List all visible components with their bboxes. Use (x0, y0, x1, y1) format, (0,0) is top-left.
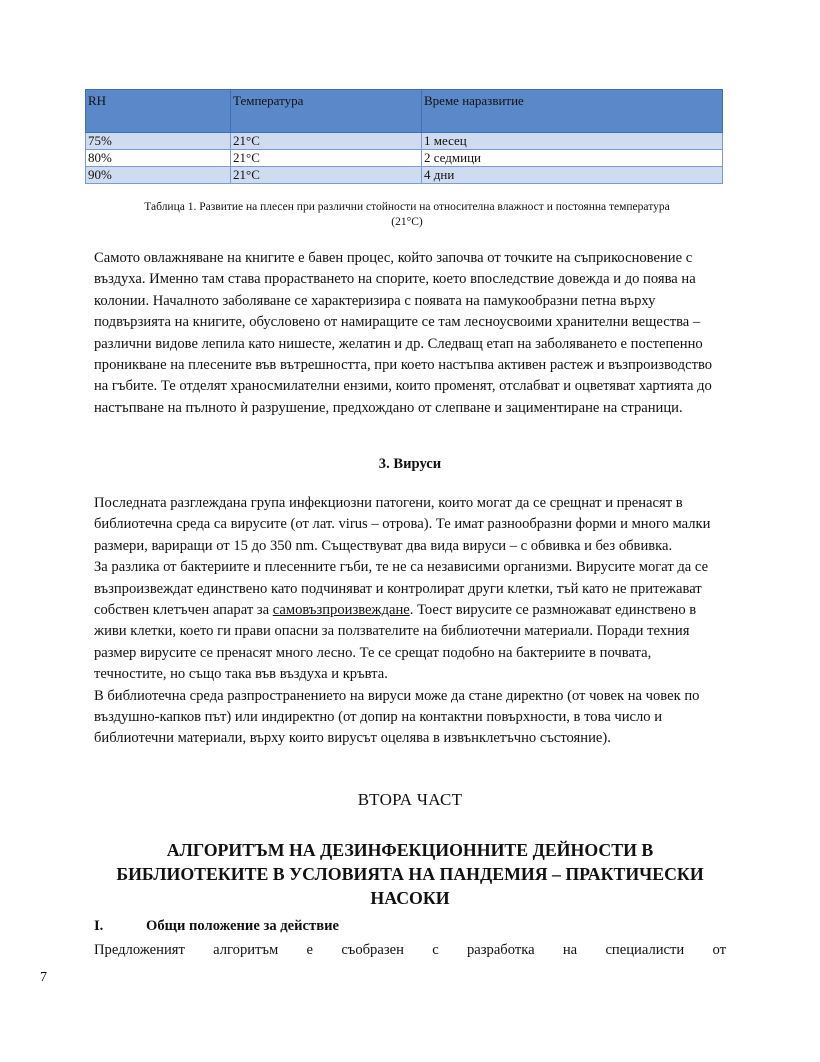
text-span: За разлика от бактериите и плесенните гъби, те не са независими организми. Вирусите могат да се възпроизвеждат единствено като подчиняват и контролират други клетки, тъй като не притежават собствен клетъчен апарат за (94, 559, 709, 619)
table-header-row (86, 90, 723, 133)
section-heading-viruses: 3. Вируси (378, 456, 442, 472)
mold-development-table (85, 89, 723, 184)
table-cell: 21°C (231, 133, 422, 150)
table-cell: 75% (86, 133, 231, 150)
paragraph-viruses-intro: Последната разглеждана група инфекциозни патогени, които могат да се срещнат и пренасят в библиотечна среда са вирусите (от лат. virus – отрова). Те имат разнообразни форми и много малки размери, вариращи от 15 до 350 nm. Съществуват два вида вируси – с обвивка и без обвивка. (94, 495, 711, 554)
table-caption: Таблица 1. Развитие на плесен при различни стойности на относителна влажност и постоянна температура (21°С) (144, 201, 670, 228)
section-number: I. (94, 918, 104, 934)
table-row (86, 150, 723, 167)
table-row (86, 133, 723, 150)
paragraph-viruses-transmission: В библиотечна среда разпространението на вируси може да стане директно (от човек на човек по въздушно-капков път) или индиректно (от допир на контактни повърхности, в това число и библиотечни материали, върху които вирусът оцелява в извънклетъчно състояние). (94, 687, 700, 747)
section-title: Общи положение за действие (146, 918, 339, 934)
column-header-temperature: Температура (231, 90, 422, 133)
table-cell: 2 седмици (422, 150, 723, 167)
column-header-rh: RH (86, 90, 231, 133)
chapter-title: АЛГОРИТЪМ НА ДЕЗИНФЕКЦИОННИТЕ ДЕЙНОСТИ В БИБЛИОТЕКИТЕ В УСЛОВИЯТА НА ПАНДЕМИЯ – ПРАКТИЧЕСКИ НАСОКИ (116, 840, 704, 908)
paragraph-viruses-replication (94, 557, 726, 685)
paragraph-algorithm-start: Предложеният алгоритъм е съобразен с разработка на специалисти от (94, 942, 726, 958)
part-title: ВТОРА ЧАСТ (357, 790, 463, 809)
paragraph-viruses (94, 493, 726, 750)
table-cell: 21°C (231, 150, 422, 167)
table-cell: 4 дни (422, 167, 723, 184)
paragraph-mold-damage: Самото овлажняване на книгите е бавен процес, който започва от точките на съприкосновение с въздуха. Именно там става прорастването на спорите, което впоследствие довежда и до поява на колонии. Началното заболяване се характеризира с появата на памукообразни петна върху подвързията на книгите, обусловено от намиращите се там лесноусвоими хранителни вещества – различни видове лепила като нишесте, желатин и др. Следващ етап на заболяването е постепенно проникване на плесените във вътрешността, при което настъпва активен растеж и възпроизводство на гъбите. Те отделят храносмилателни ензими, които променят, отслабват и оцветяват хартията до настъпване на пълното ѝ разрушение, предхождано от слепване и зациментиране на страници. (94, 250, 713, 416)
table-cell: 1 месец (422, 133, 723, 150)
underlined-term: самовъзпроизвеждане (272, 602, 410, 619)
table-cell: 90% (86, 167, 231, 184)
column-header-development-time: Време наразвитие (422, 90, 723, 133)
table-cell: 80% (86, 150, 231, 167)
table-row (86, 167, 723, 184)
text-span: . Тоест вирусите се размножават единствено в живи клетки, което ги прави опасни за ползвателите на библиотечни материали. Поради техния размер вирусите се пренасят много лесно. Те се срещат подобно на бактериите в почвата, течностите, но също така във въздуха и кръвта. (94, 602, 697, 683)
section-heading-general (94, 918, 339, 935)
page-number: 7 (40, 970, 47, 985)
table-cell: 21°C (231, 167, 422, 184)
